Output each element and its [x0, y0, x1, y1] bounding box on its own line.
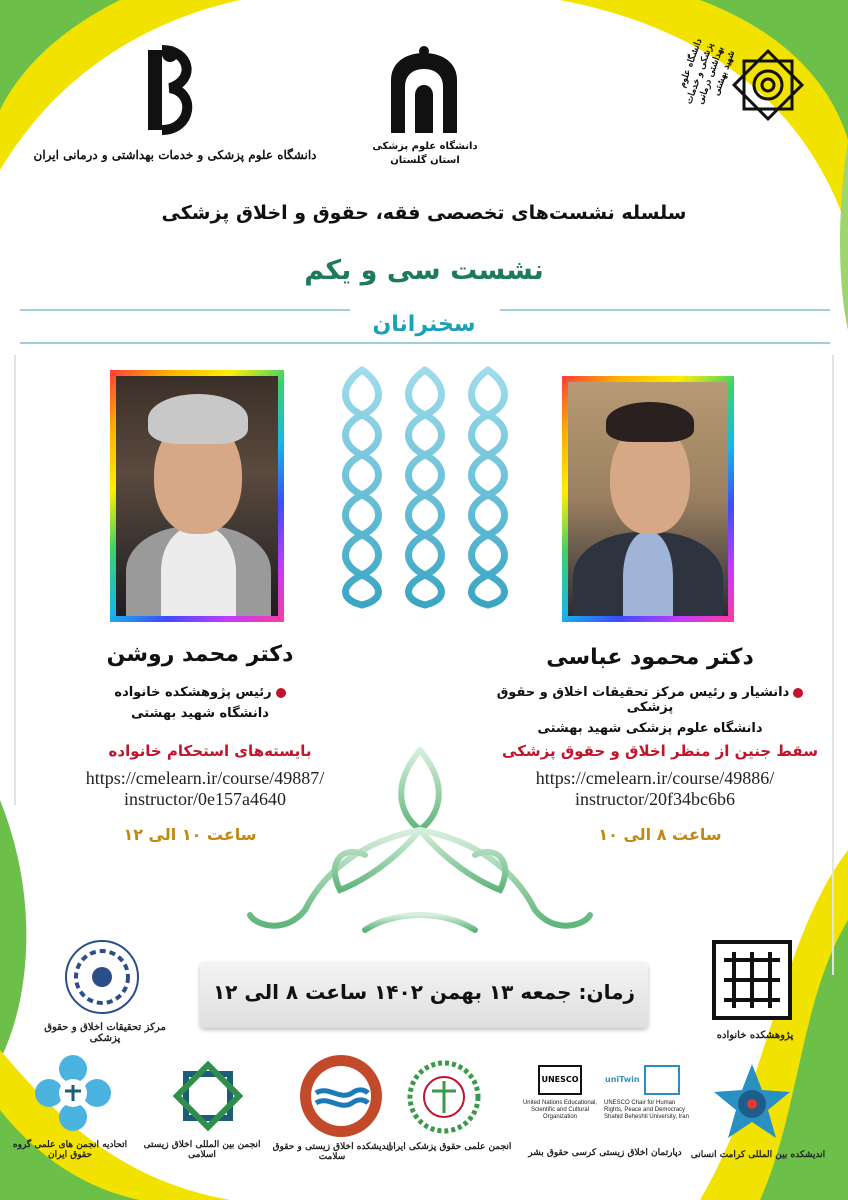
ministry-caption: دانشگاه علوم پزشکی و خدمات بهداشتی و درمانی ایران — [33, 148, 317, 162]
unesco-chair-caption: دپارتمان اخلاق زیستی کرسی حقوق بشر — [528, 1148, 682, 1158]
title-divider-right — [500, 309, 830, 311]
golestan-emblem-icon — [385, 45, 463, 135]
medical-law-caption: انجمن علمی حقوق پزشکی ایران — [386, 1142, 512, 1152]
unesco-word: UNESCO — [541, 1075, 579, 1084]
date-line: زمان: جمعه ۱۳ بهمن ۱۴۰۲ ساعت ۸ الی ۱۲ — [212, 980, 636, 1004]
islamic-ethics-caption: انجمن بین المللی اخلاق زیستی اسلامی — [143, 1140, 261, 1160]
medical-law-wreath-icon — [404, 1055, 484, 1135]
law-associations-logo — [35, 1055, 111, 1131]
speaker-left-time: ساعت ۱۰ الی ۱۲ — [123, 825, 257, 844]
bullet-dot-icon — [793, 688, 803, 698]
bioethics-institute-logo — [300, 1055, 382, 1137]
unitwin-logo: uniTwin — [605, 1075, 640, 1084]
beheshti-caption: دانشگاه علوم پزشکی و خدمات بهداشتی درمانی شهید بهشتی — [677, 37, 738, 106]
speaker-left-url[interactable] — [40, 768, 370, 810]
speaker-left-topic: بایسته‌های استحکام خانواده — [108, 742, 312, 760]
session-title: نشست سی و یکم — [304, 255, 544, 286]
speaker-right-topic: سقط جنین از منظر اخلاق و حقوق پزشکی — [502, 742, 818, 760]
islamic-ethics-logo — [172, 1060, 244, 1132]
golestan-logo — [385, 45, 463, 135]
unesco-temple-icon — [538, 1065, 582, 1095]
ministry-emblem-icon — [140, 40, 200, 135]
family-institute-calligraphy-icon — [716, 944, 788, 1016]
speaker-right-role-line1: دانشیار و رئیس مرکز تحقیقات اخلاق و حقوق پزشکی — [496, 685, 790, 715]
unesco-chair-text: UNESCO Chair for Human Rights, Peace and Democracy Shahid Beheshti University, Iran — [604, 1100, 689, 1120]
law-associations-caption: اتحادیه انجمن های علمی گروه حقوق ایران — [12, 1140, 128, 1160]
golestan-caption — [360, 140, 490, 168]
ethics-center-logo — [62, 937, 142, 1017]
speaker-left-photo — [116, 376, 278, 616]
kerama-star-icon — [712, 1062, 792, 1142]
title-divider-left — [20, 309, 350, 311]
speaker-left-role-line1: رئیس پژوهشکده خانواده — [114, 685, 272, 700]
medical-law-logo — [404, 1055, 484, 1135]
unesco-chair-block — [520, 1065, 690, 1135]
family-calligraphy-small-icon — [644, 1065, 680, 1095]
law-associations-flower-icon — [35, 1055, 111, 1131]
islamic-ethics-knot-icon — [172, 1060, 244, 1132]
speaker-left-name: دکتر محمد روشن — [106, 642, 294, 667]
speaker-left-url-line2: instructor/0e157a4640 — [124, 789, 286, 809]
golestan-caption-line2: استان گلستان — [390, 155, 460, 166]
beheshti-star-icon — [728, 45, 808, 125]
speaker-right-photo-frame — [562, 376, 734, 622]
golestan-caption-line1: دانشگاه علوم پزشکی — [372, 141, 478, 152]
speaker-left-url-line1: https://cmelearn.ir/course/49887/ — [85, 768, 325, 788]
speaker-right-url[interactable] — [490, 768, 820, 810]
speakers-heading: سخنرانان — [372, 312, 476, 337]
speaker-right-url-line1: https://cmelearn.ir/course/49886/ — [535, 768, 775, 788]
center-ornament — [330, 360, 520, 610]
bioethics-institute-caption: اندیشکده اخلاق زیستی و حقوق سلامت — [272, 1142, 392, 1162]
ethics-center-caption: مرکز تحقیقات اخلاق و حقوق پزشکی — [44, 1022, 166, 1044]
date-box — [200, 962, 648, 1028]
speaker-right-url-line2: instructor/20f34bc6b6 — [575, 789, 735, 809]
speaker-right-role — [480, 685, 820, 736]
speaker-right-role-line2: دانشگاه علوم پزشکی شهید بهشتی — [537, 721, 763, 736]
speaker-left-role — [80, 685, 320, 721]
ethics-center-rosette-icon — [62, 937, 142, 1017]
series-title: سلسله نشست‌های تخصصی فقه، حقوق و اخلاق پزشکی — [161, 202, 687, 224]
ministry-logo — [140, 40, 200, 135]
unesco-text: United Nations Educational, Scientific and Cultural Organization — [522, 1100, 598, 1120]
speaker-right-photo — [568, 382, 728, 616]
kerama-logo — [712, 1062, 792, 1142]
bullet-dot-icon — [276, 688, 286, 698]
speaker-right-time: ساعت ۸ الی ۱۰ — [598, 825, 722, 844]
family-institute-logo — [712, 940, 792, 1020]
speaker-left-photo-frame — [110, 370, 284, 622]
beheshti-logo — [728, 45, 808, 125]
family-institute-caption: پژوهشکده خانواده — [716, 1030, 794, 1041]
kerama-caption: اندیشکده بین المللی کرامت انسانی — [690, 1150, 826, 1160]
bioethics-waves-icon — [300, 1055, 382, 1137]
speaker-left-role-line2: دانشگاه شهید بهشتی — [131, 706, 269, 721]
heading-divider — [20, 342, 830, 344]
speaker-right-name: دکتر محمود عباسی — [546, 645, 754, 670]
